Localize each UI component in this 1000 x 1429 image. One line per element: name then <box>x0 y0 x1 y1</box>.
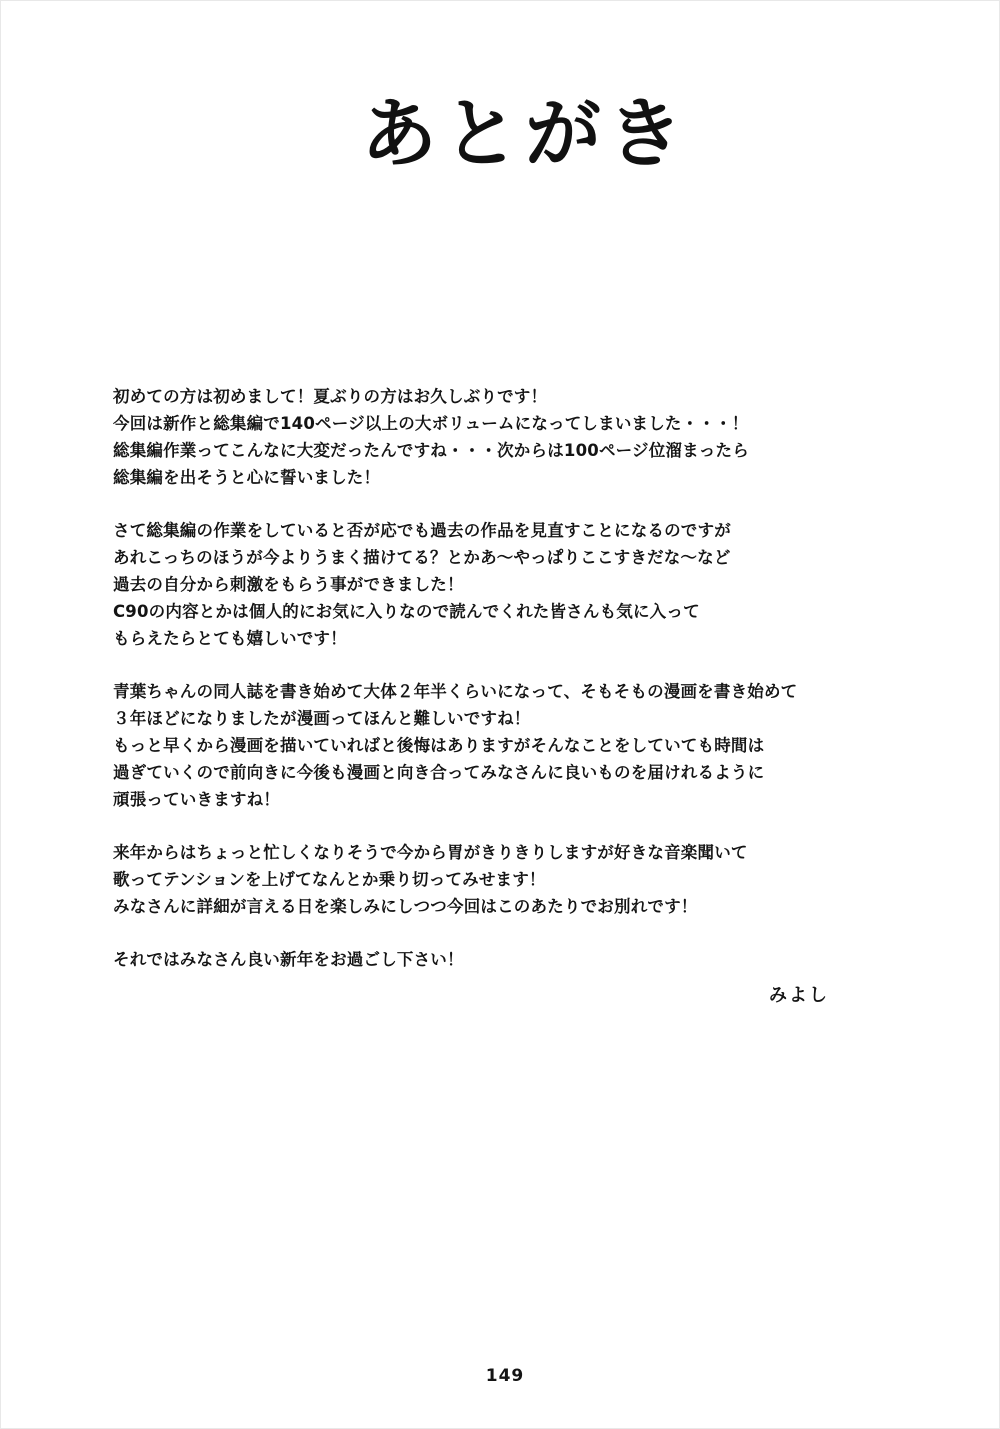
text-line: 青葉ちゃんの同人誌を書き始めて大体２年半くらいになって、そもそもの漫画を書き始めて <box>113 682 798 701</box>
text-line: さて総集編の作業をしていると否が応でも過去の作品を見直すことになるのですが <box>113 521 731 540</box>
author-signature: みよし <box>769 985 829 1006</box>
paragraph <box>113 383 903 491</box>
text-line: 頑張っていきますね！ <box>113 790 280 809</box>
text-line: もらえたらとても嬉しいです！ <box>113 629 347 648</box>
page-number: 149 <box>485 1366 525 1386</box>
text-line: C90の内容とかは個人的にお気に入りなので読んでくれた皆さんも気に入って <box>113 602 700 621</box>
page-title: あとがき <box>361 89 689 178</box>
text-line: 今回は新作と総集編で140ページ以上の大ボリュームになってしまいました・・・！ <box>113 414 749 433</box>
text-line: あれこっちのほうが今よりうまく描けてる？とかあ〜やっぱりここすきだな〜など <box>113 548 731 567</box>
text-line: 来年からはちょっと忙しくなりそうで今から胃がきりきりしますが好きな音楽聞いて <box>113 843 748 862</box>
paragraph <box>113 517 903 652</box>
paragraph <box>113 678 903 813</box>
text-line: 過ぎていくので前向きに今後も漫画と向き合ってみなさんに良いものを届けれるように <box>113 763 765 782</box>
text-line: 歌ってテンションを上げてなんとか乗り切ってみせます！ <box>113 870 546 889</box>
text-line: 総集編を出そうと心に誓いました！ <box>113 468 381 487</box>
afterword-body <box>113 383 903 973</box>
paragraph <box>113 839 903 920</box>
text-line: 初めての方は初めまして！夏ぶりの方はお久しぶりです！ <box>113 387 548 406</box>
text-line: ３年ほどになりましたが漫画ってほんと難しいですね！ <box>113 709 531 728</box>
text-line: みなさんに詳細が言える日を楽しみにしつつ今回はこのあたりでお別れです！ <box>113 897 698 916</box>
text-line: それではみなさん良い新年をお過ごし下さい！ <box>113 950 464 969</box>
text-line: 総集編作業ってこんなに大変だったんですね・・・次からは100ページ位溜まったら <box>113 441 749 460</box>
paragraph <box>113 946 903 973</box>
text-line: 過去の自分から刺激をもらう事ができました！ <box>113 575 464 594</box>
text-line: もっと早くから漫画を描いていればと後悔はありますがそんなことをしていても時間は <box>113 736 765 755</box>
